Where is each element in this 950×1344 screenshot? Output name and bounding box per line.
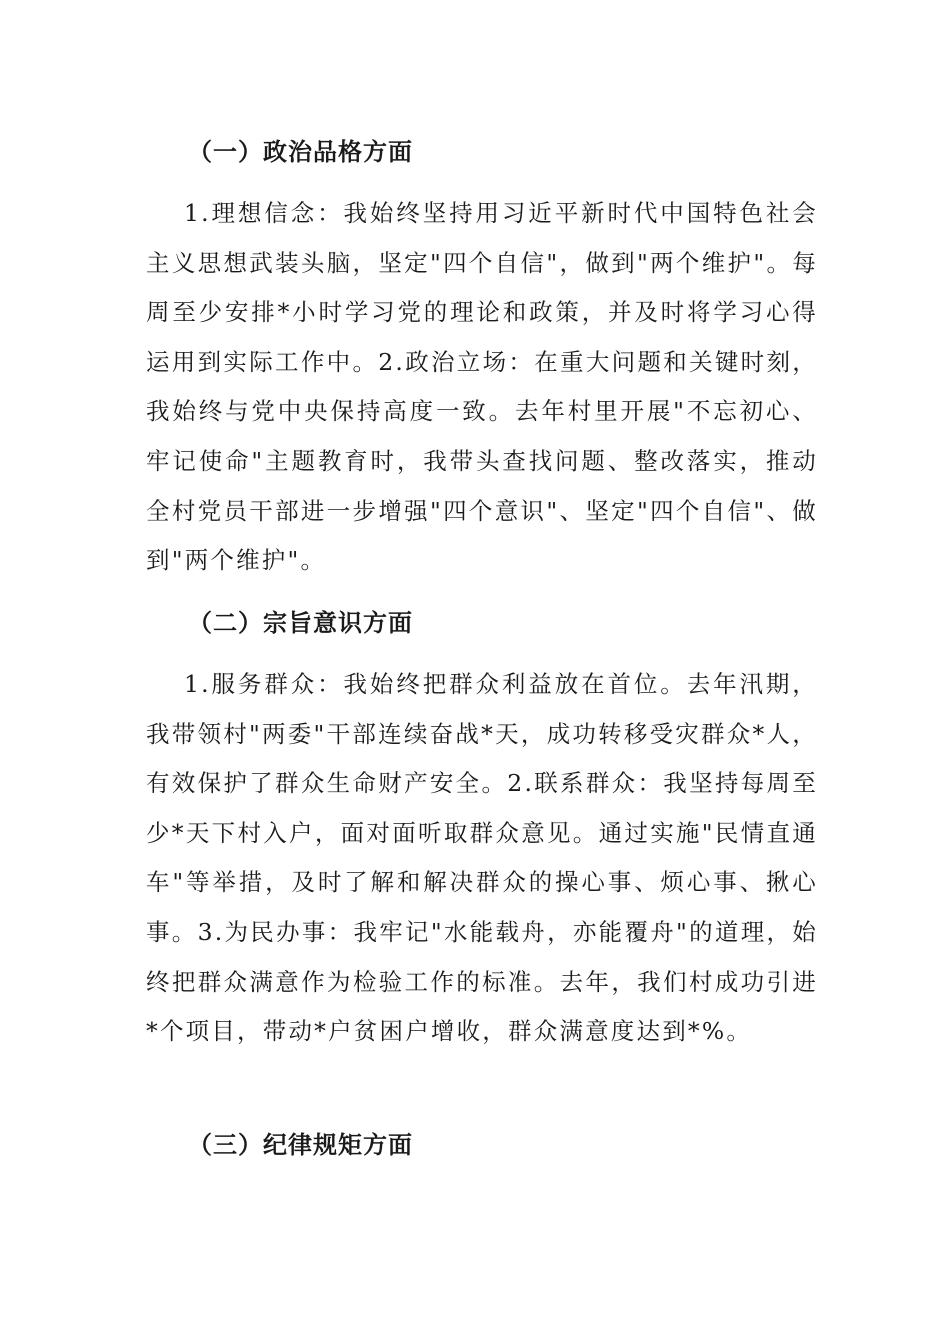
section-heading-political-character: （一）政治品格方面	[188, 137, 413, 166]
section-body-purpose-awareness: 1.服务群众：我始终把群众利益放在首位。去年汛期，我带领村"两委"干部连续奋战*天，成功转移受灾群众*人，有效保护了群众生命财产安全。2.联系群众：我坚持每周至少*天下村入户，面对面听取群众意见。通过实施"民情直通车"等举措，及时了解和解决群众的操心事、烦心事、揪心事。3.为民办事：我牢记"水能载舟，亦能覆舟"的道理，始终把群众满意作为检验工作的标准。去年，我们村成功引进*个项目，带动*户贫困户增收，群众满意度达到*%。	[146, 670, 818, 1046]
section-body-political-character: 1.理想信念：我始终坚持用习近平新时代中国特色社会主义思想武装头脑，坚定"四个自信"，做到"两个维护"。每周至少安排*小时学习党的理论和政策，并及时将学习心得运用到实际工作中。2.政治立场：在重大问题和关键时刻，我始终与党中央保持高度一致。去年村里开展"不忘初心、牢记使命"主题教育时，我带头查找问题、整改落实，推动全村党员干部进一步增强"四个意识"、坚定"四个自信"、做到"两个维护"。	[146, 199, 818, 575]
section-heading-discipline-rules: （三）纪律规矩方面	[188, 1130, 413, 1159]
section-heading-purpose-awareness: （二）宗旨意识方面	[188, 608, 413, 637]
